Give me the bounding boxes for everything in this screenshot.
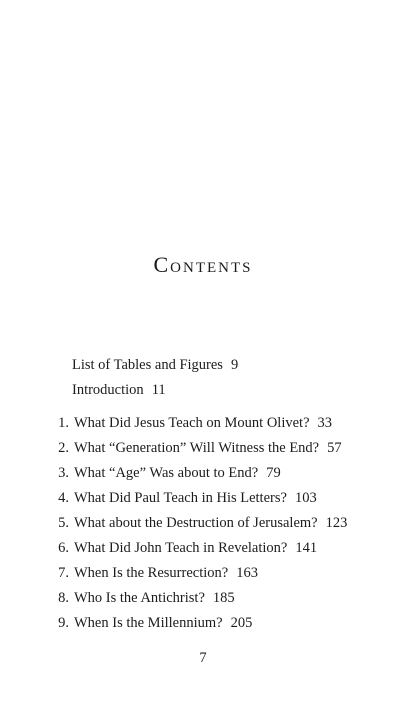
toc-chapter-3 <box>0 464 400 482</box>
chapter-page: 79 <box>266 465 281 481</box>
page-title: Contents <box>153 252 253 277</box>
chapter-page: 185 <box>212 590 235 606</box>
chapter-number: 9. <box>58 615 69 631</box>
toc-chapter-6 <box>0 539 400 557</box>
toc-chapter-7 <box>0 564 400 582</box>
chapter-number: 2. <box>58 440 69 456</box>
toc-entry-tables-figures <box>72 356 238 374</box>
chapter-page: 163 <box>236 565 258 581</box>
chapter-title: Who Is the Antichrist? <box>74 590 205 606</box>
chapter-number: 6. <box>58 540 69 556</box>
toc-entry-introduction <box>72 381 166 399</box>
chapter-page: 103 <box>294 490 317 506</box>
chapter-page: 141 <box>295 540 318 556</box>
chapter-page: 33 <box>317 415 333 431</box>
chapter-number: 4. <box>58 490 69 506</box>
chapter-page: 57 <box>327 440 342 456</box>
chapter-title: When Is the Millennium? <box>74 615 223 631</box>
chapter-number: 7. <box>58 565 69 581</box>
chapter-title: When Is the Resurrection? <box>74 565 229 581</box>
toc-entry-page: 9 <box>230 357 239 373</box>
chapter-page: 123 <box>325 515 348 531</box>
chapter-title: What about the Destruction of Jerusalem? <box>74 515 318 531</box>
chapter-title: What Did John Teach in Revelation? <box>74 540 288 556</box>
chapter-page: 205 <box>230 615 253 631</box>
toc-chapter-4 <box>0 489 400 507</box>
chapter-title: What Did Jesus Teach on Mount Olivet? <box>74 415 310 431</box>
chapter-title: What “Age” Was about to End? <box>74 465 259 481</box>
page-number: 7 <box>199 650 207 666</box>
chapter-title: What Did Paul Teach in His Letters? <box>74 490 287 506</box>
chapter-number: 3. <box>58 465 69 481</box>
chapter-title: What “Generation” Will Witness the End? <box>74 440 320 456</box>
chapter-number: 5. <box>58 515 69 531</box>
toc-chapter-5 <box>0 514 400 532</box>
toc-entry-page: 11 <box>151 382 166 398</box>
toc-chapter-8 <box>0 589 400 607</box>
toc-chapter-2 <box>0 439 400 457</box>
toc-chapter-9 <box>0 614 400 632</box>
chapter-number: 1. <box>58 415 69 431</box>
toc-chapter-1 <box>0 414 400 432</box>
toc-entry-label: List of Tables and Figures <box>72 357 223 373</box>
chapter-number: 8. <box>58 590 69 606</box>
toc-entry-label: Introduction <box>72 382 144 398</box>
